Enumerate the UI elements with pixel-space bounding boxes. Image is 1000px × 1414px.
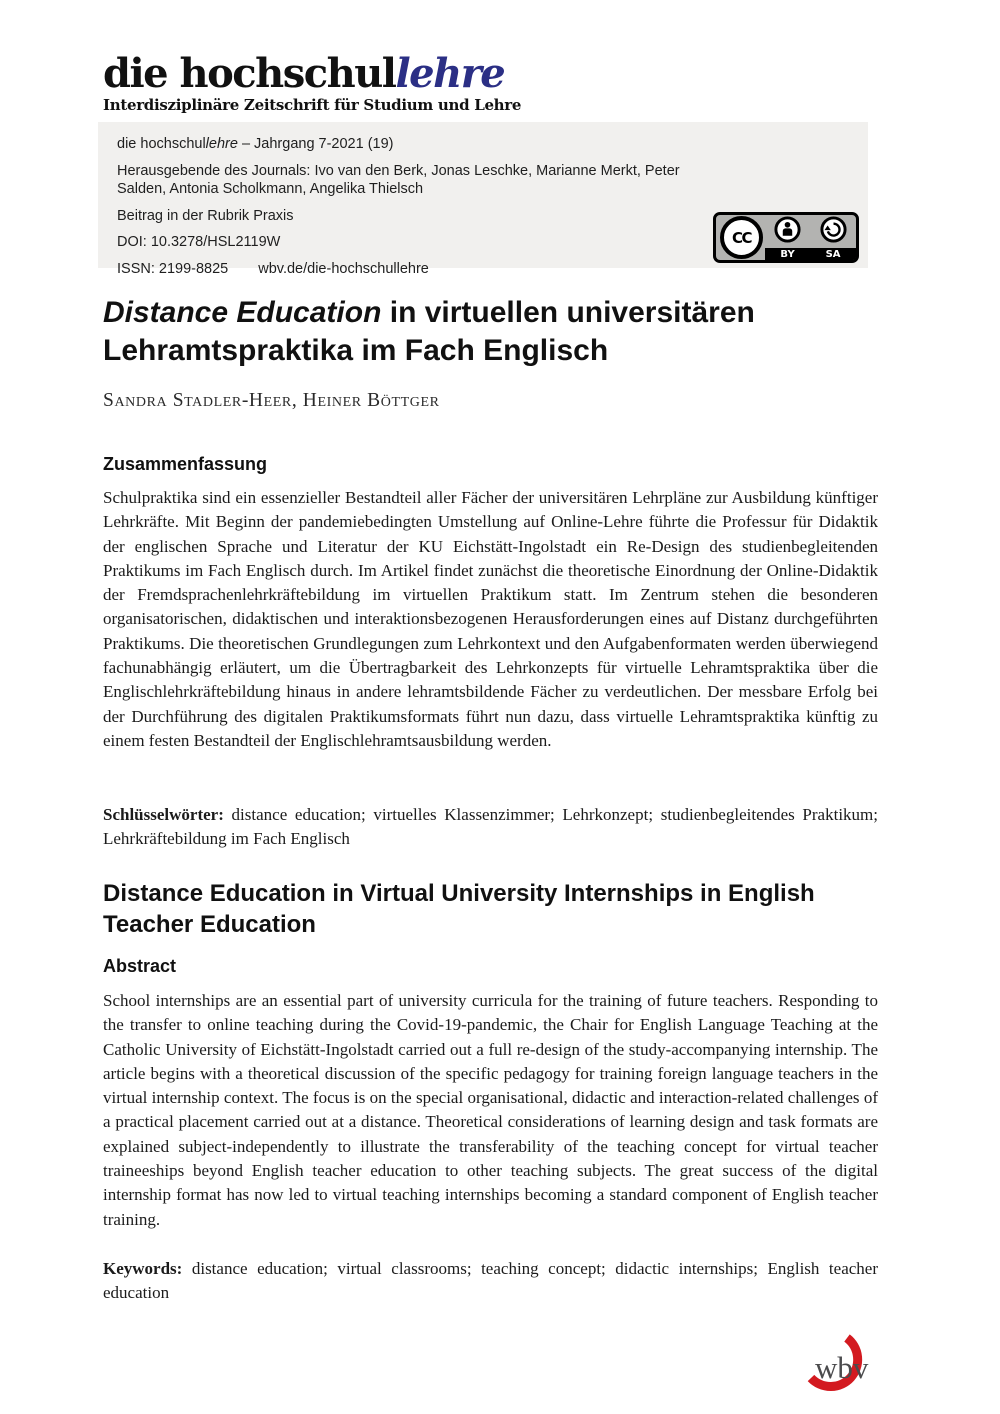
journal-logo-main: die hochschul: [103, 50, 396, 97]
by-label: BY: [780, 248, 795, 260]
abstract-english-text: School internships are an essential part of university curricula for the training of future teachers. Responding to the transfer to online teaching during the Covid-19-pandemic, the Chair for English Language Teaching at the Catholic University of Eichstätt-Ingolstadt carried out a full re-design of the study-accompanying internship. The article begins with a theoretical discussion of the specific pedagogy for training foreign language teachers in the virtual internship context. The focus is on the special organisational, didactic and interaction-related challenges of a practical placement carried out at a distance. Theoretical considerations of learning design and task formats are explained subject-independently to illustrate the transferability of the teaching concept for virtual teacher traineeships beyond English teacher education to other teaching subjects. The great success of the digital internship format has now led to virtual teaching internships becoming a standard component of English teacher training.: [103, 991, 878, 1229]
keywords-english-list: distance education; virtual classrooms; teaching concept; didactic internships; English teacher education: [103, 1259, 878, 1303]
share-alike-arrow-icon: [820, 216, 847, 248]
journal-logo-accent: lehre: [395, 50, 505, 97]
issue-line: [117, 135, 850, 154]
journal-website-link[interactable]: wbv.de/die-hochschullehre: [258, 260, 429, 277]
article-title-german: [103, 294, 887, 370]
rubric-line: Beitrag in der Rubrik Praxis: [117, 207, 294, 224]
issue-italic: lehre: [205, 136, 238, 152]
issn-value: ISSN: 2199-8825: [117, 260, 229, 277]
cc-badge-right: [765, 215, 856, 260]
keywords-german-list: distance education; virtuelles Klassenzimmer; Lehrkonzept; studienbegleitendes Praktikum; Lehrkräftebildung im Fach Englisch: [103, 805, 878, 849]
keywords-english: [103, 1257, 878, 1306]
issue-suffix: – Jahrgang 7-2021 (19): [237, 136, 394, 152]
wbv-publisher-logo[interactable]: [790, 1314, 878, 1392]
issue-prefix: die hochschul: [117, 136, 206, 152]
sa-label: SA: [825, 248, 841, 260]
doi-line: DOI: 10.3278/HSL2119W: [117, 234, 281, 251]
cc-by-sa-license-badge[interactable]: [713, 212, 859, 263]
cc-logo-icon: CC: [720, 216, 763, 259]
abstract-english-heading: Abstract: [103, 956, 177, 976]
keywords-german-label: Schlüsselwörter:: [103, 805, 224, 824]
keywords-german: [103, 803, 878, 852]
journal-logo: [103, 50, 522, 114]
attribution-person-icon: [774, 216, 801, 248]
cc-badge-labels: [765, 248, 856, 260]
editors-line: Herausgebende des Journals: Ivo van den Berk, Jonas Leschke, Marianne Merkt, Peter Salden, Antonia Scholkmann, Angelika Thielsch: [117, 162, 680, 198]
journal-logo-title: [103, 50, 521, 97]
abstract-german-text: Schulpraktika sind ein essenzieller Bestandteil aller Fächer der universitären Lehrpläne zur Ausbildung künftiger Lehrkräfte. Mit Beginn der pandemiebedingten Umstellung auf Online-Lehre führte die Professur für Didaktik der englischen Sprache und Literatur der KU Eichstätt-Ingolstadt ein Re-Design des studienbegleitenden Praktikums im Fach Englisch durch. Im Artikel findet zunächst die theoretische Einordnung der Online-Didaktik der Fremdsprachenlehrkräftebildung im virtuellen Praktikum statt. Im Zentrum stehen die besonderen organisatorischen, didaktischen und interaktionsbezogenen Herausforderungen eines auf Distanz durchgeführten Praktikums. Die theoretischen Grundlegungen zum Lehrkontext und den Aufgabenformaten werden überwiegend fachunabhängig erläutert, um die Übertragbarkeit des Lehrkonzepts für virtuelle Lehramtspraktika über die Englischlehrkräftebildung hinaus in andere lehramtsbildende Fächer zu verdeutlichen. Der messbare Erfolg bei der Durchführung des digitalen Praktikumsformats führt nun dazu, dass virtuelle Lehramtspraktika künftig zu einem festen Bestandteil der Englischlehramtsausbildung werden.: [103, 488, 878, 750]
article-title-italic-part: Distance Education: [103, 296, 382, 329]
wbv-logo-text: wbv: [815, 1350, 869, 1385]
keywords-english-label: Keywords:: [103, 1259, 183, 1278]
abstract-german-heading: Zusammenfassung: [103, 454, 268, 474]
journal-logo-subtitle: Interdisziplinäre Zeitschrift für Studium und Lehre: [103, 96, 522, 114]
article-title-english: Distance Education in Virtual University Internships in English Teacher Education: [103, 880, 815, 939]
cc-badge-icons: [765, 215, 856, 248]
authors-line: Sandra Stadler-Heer, Heiner Böttger: [103, 390, 440, 411]
article-title-rest: in virtuellen universitären Lehramtspraktika im Fach Englisch: [103, 296, 755, 368]
